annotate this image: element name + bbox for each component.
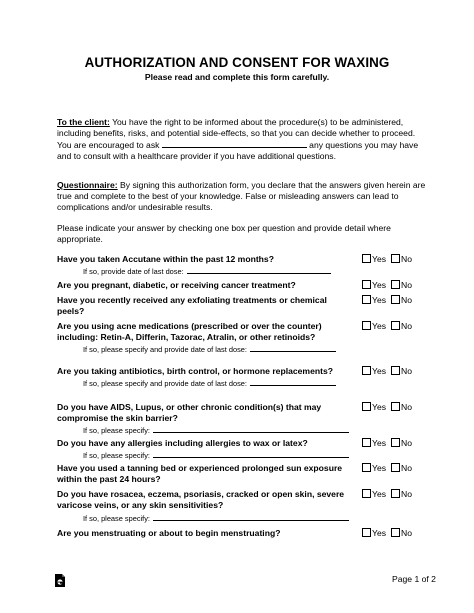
no-label: No	[401, 489, 413, 499]
detail-blank[interactable]	[250, 343, 336, 352]
question-3: Have you recently received any exfoliating treatments or chemical peels?	[57, 295, 327, 316]
detail-label: If so, please specify:	[83, 451, 150, 460]
instructions-paragraph: Please indicate your answer by checking one box per question and provide detail where appropriate.	[57, 223, 391, 244]
question-2: Are you pregnant, diabetic, or receiving cancer treatment?	[57, 280, 296, 290]
client-lead: To the client:	[57, 117, 110, 127]
no-label: No	[401, 295, 413, 305]
detail-blank[interactable]	[153, 424, 349, 433]
question-6: Do you have AIDS, Lupus, or other chronic condition(s) that may compromise the skin barrier?	[57, 402, 322, 423]
no-checkbox[interactable]	[391, 463, 400, 472]
answer-9	[362, 489, 412, 500]
yes-checkbox[interactable]	[362, 438, 371, 447]
questionnaire-text: By signing this authorization form, you declare that the answers given herein are true and complete to the best of your knowledge. False or misleading answers can lead to complications and/or undesirable results.	[57, 180, 426, 212]
no-checkbox[interactable]	[391, 438, 400, 447]
yes-label: Yes	[372, 295, 387, 305]
answer-4	[362, 321, 412, 332]
yes-checkbox[interactable]	[362, 463, 371, 472]
question-9-detail	[83, 512, 349, 524]
yes-checkbox[interactable]	[362, 295, 371, 304]
form-title: AUTHORIZATION AND CONSENT FOR WAXING	[84, 55, 390, 70]
yes-label: Yes	[372, 321, 387, 331]
answer-7	[362, 438, 412, 449]
detail-blank[interactable]	[250, 377, 336, 386]
yes-label: Yes	[372, 463, 387, 473]
detail-label: If so, please specify:	[83, 426, 150, 435]
question-7: Do you have any allergies including allergies to wax or latex?	[57, 438, 308, 448]
no-checkbox[interactable]	[391, 254, 400, 263]
question-5: Are you taking antibiotics, birth control, or hormone replacements?	[57, 366, 333, 376]
question-10: Are you menstruating or about to begin menstruating?	[57, 528, 281, 538]
detail-blank[interactable]	[153, 512, 349, 521]
answer-8	[362, 463, 412, 474]
no-checkbox[interactable]	[391, 295, 400, 304]
no-checkbox[interactable]	[391, 489, 400, 498]
yes-label: Yes	[372, 438, 387, 448]
no-label: No	[401, 402, 413, 412]
yes-label: Yes	[372, 280, 387, 290]
detail-label: If so, please specify and provide date of last dose:	[83, 379, 247, 388]
detail-label: If so, provide date of last dose:	[83, 267, 184, 276]
no-checkbox[interactable]	[391, 366, 400, 375]
yes-checkbox[interactable]	[362, 280, 371, 289]
form-subtitle: Please read and complete this form carefully.	[144, 72, 330, 82]
page-number: Page 1 of 2	[392, 574, 436, 584]
questionnaire-paragraph	[57, 180, 427, 213]
answer-2	[362, 280, 412, 291]
yes-checkbox[interactable]	[362, 254, 371, 263]
yes-label: Yes	[372, 402, 387, 412]
yes-label: Yes	[372, 254, 387, 264]
no-label: No	[401, 366, 413, 376]
question-9: Do you have rosacea, eczema, psoriasis, cracked or open skin, severe varicose veins, or any skin sensitivities?	[57, 489, 345, 510]
detail-blank[interactable]	[153, 449, 349, 458]
no-checkbox[interactable]	[391, 402, 400, 411]
client-paragraph	[57, 117, 427, 162]
question-7-detail	[83, 449, 349, 461]
no-checkbox[interactable]	[391, 528, 400, 537]
detail-label: If so, please specify:	[83, 514, 150, 523]
no-label: No	[401, 438, 413, 448]
no-label: No	[401, 528, 413, 538]
yes-label: Yes	[372, 366, 387, 376]
question-4: Are you using acne medications (prescribed or over the counter) including: Retin-A, Differin, Tazorac, Atralin, or other retinoids?	[57, 321, 322, 342]
ask-whom-blank[interactable]	[162, 139, 307, 148]
yes-label: Yes	[372, 528, 387, 538]
question-1-detail	[83, 265, 331, 277]
eforms-logo-icon	[54, 573, 66, 588]
yes-label: Yes	[372, 489, 387, 499]
no-label: No	[401, 280, 413, 290]
no-checkbox[interactable]	[391, 280, 400, 289]
yes-checkbox[interactable]	[362, 528, 371, 537]
no-label: No	[401, 463, 413, 473]
answer-1	[362, 254, 412, 265]
yes-checkbox[interactable]	[362, 489, 371, 498]
question-4-detail	[83, 343, 336, 355]
question-5-detail	[83, 377, 336, 389]
client-text-2: any questions you may have and to consult with a healthcare provider if you have additional questions.	[57, 140, 419, 161]
no-checkbox[interactable]	[391, 321, 400, 330]
questionnaire-lead: Questionnaire:	[57, 180, 118, 190]
client-text-1: You have the right to be informed about the procedure(s) to be administered, including benefits, risks, and potential side-effects, so that you can decide whether to proceed. You are encouraged to ask	[57, 117, 416, 150]
question-1: Have you taken Accutane within the past 12 months?	[57, 254, 274, 264]
question-8: Have you used a tanning bed or experienced prolonged sun exposure within the past 24 hours?	[57, 463, 343, 484]
detail-blank[interactable]	[187, 265, 331, 274]
question-6-detail	[83, 424, 349, 436]
no-label: No	[401, 254, 413, 264]
detail-label: If so, please specify and provide date of last dose:	[83, 345, 247, 354]
answer-3	[362, 295, 412, 306]
yes-checkbox[interactable]	[362, 402, 371, 411]
answer-5	[362, 366, 412, 377]
no-label: No	[401, 321, 413, 331]
answer-10	[362, 528, 412, 539]
yes-checkbox[interactable]	[362, 366, 371, 375]
yes-checkbox[interactable]	[362, 321, 371, 330]
answer-6	[362, 402, 412, 413]
